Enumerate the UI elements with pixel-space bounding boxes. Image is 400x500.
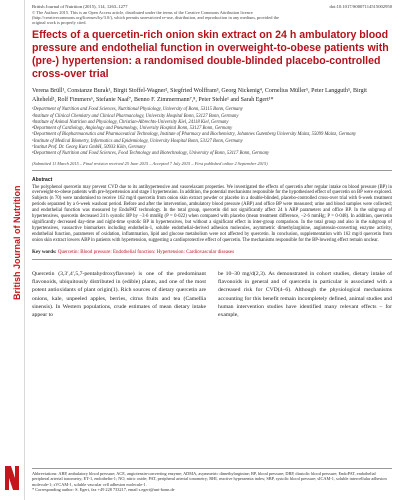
journal-sidebar-name: British Journal of Nutrition bbox=[12, 185, 22, 300]
journal-header bbox=[32, 4, 392, 25]
journal-logo-icon bbox=[3, 462, 21, 492]
keywords-label: Key words: bbox=[32, 249, 57, 255]
author-list: Verena Brüll¹, Constanze Burak¹, Birgit Stoffel-Wagner², Siegfried Wolffram³, Georg Nickenig⁴, Cornelius Müller⁵, Peter Langguth⁵, Birgit Alteheld¹, Rolf Fimmers⁶, Stefanie Naaf⁷, Benno F. Zimmermann⁷,⁸, Peter Stehle¹ and Sarah Egert¹* bbox=[32, 88, 367, 103]
journal-citation: British Journal of Nutrition (2015), 114, 1263–1277 bbox=[32, 4, 128, 9]
abstract-heading: Abstract bbox=[32, 176, 53, 183]
affiliation: ⁷Institut Prof. Dr. Georg Kurz GmbH, 50933 Köln, Germany bbox=[32, 144, 146, 150]
correspondence: * Corresponding author: S. Egert, fax +49 228 733217, email s.egert@uni-bonn.de bbox=[32, 486, 175, 492]
affiliation: ³Institute of Animal Nutrition and Physiology, Christian-Albrechts-University Kiel, 24118 Kiel, Germany bbox=[32, 119, 229, 125]
body-columns bbox=[32, 270, 392, 320]
keywords-list: Quercetin: Blood pressure: Endothelial function: Hypertension: Cardiovascular diseases bbox=[57, 249, 235, 255]
abbreviations: Abbreviations: ABP, ambulatory blood pressure; ACE, angiotensin-converting enzyme; ADMA, asymmetric dimethylarginine; BP, blood pressure; DBP, diastolic blood pressure; EndoPAT, endothelial peripheral arterial tonometry; ET-1, endothelin-1; NO, nitric oxide; PAT, peripheral arterial tonometry; RHI, reactive hyperaemia index; SBP, systolic blood pressure; sICAM-1, soluble intercellular adhesion molecule-1; sVCAM-1, soluble vascular cell adhesion molecule-1. bbox=[32, 471, 387, 487]
submission-dates: (Submitted 11 March 2015 – Final revision received 25 June 2015 – Accepted 7 July 2015 – First published online 2 September 2015) bbox=[32, 160, 268, 166]
affiliation: ⁸Department of Nutrition and Food Sciences, Food Technology and Biotechnology, University of Bonn, 53117 Bonn, Germany bbox=[32, 151, 270, 157]
affiliation: ⁵Department of Biopharmaceutics and Pharmaceutical Technology, Institute of Pharmacy and Biochemistry, Johannes Gutenberg University Mainz, 55099 Mainz, Germany bbox=[32, 132, 357, 138]
divider bbox=[32, 170, 392, 171]
affiliation: ¹Department of Nutrition and Food Sciences, Nutritional Physiology, University of Bonn, 53115 Bonn, Germany bbox=[32, 107, 243, 113]
affiliation: ⁶Institute of Medical Biometry, Informatics and Epidemiology, University Hospital Bonn, 53127 Bonn, Germany bbox=[32, 138, 243, 144]
article-page bbox=[32, 4, 392, 319]
affiliation: ⁴Department of Cardiology, Angiology and Pneumology, University Hospital Bonn, 53127 Bonn, Germany bbox=[32, 126, 233, 132]
journal-sidebar bbox=[0, 0, 25, 500]
copyright-notice: © The Authors 2015. This is an Open Access article, distributed under the terms of the Creative Commons Attribution licence (http://creativecommons.org/licenses/by/3.0/), which permits unrestricted re-use, distribution, and reproduction in any medium, provided the original work is properly cited. bbox=[32, 9, 279, 25]
affiliations bbox=[32, 107, 392, 157]
doi-link[interactable]: doi:10.1017/S0007114515002950 bbox=[329, 4, 392, 9]
divider bbox=[32, 259, 392, 260]
footnotes bbox=[32, 468, 392, 492]
abstract-text: The polyphenol quercetin may prevent CVD due to its antihypertensive and vasorelaxant properties. We investigated the effects of quercetin after regular intake on blood pressure (BP) in overweight-to-obese patients with pre-hypertension and stage I hypertension. In addition, the potential mechanisms responsible for the hypothesised effect of quercetin on BP were explored. Subjects (n 70) were randomised to receive 162 mg/d quercetin from onion skin extract powder or placebo in a double-blinded, placebo-controlled cross-over trial with 6-week treatment periods separated by a 6-week washout period. Before and after the intervention, ambulatory blood pressure (ABP) and office BP were measured; urine and blood samples were collected; and endothelial function was measured by EndoPAT technology. In the total group, quercetin did not significantly affect 24 h ABP parameters and office BP. In the subgroup of hypertensives, quercetin decreased 24 h systolic BP by −3·6 mmHg (P = 0·022) when compared with placebo (mean treatment difference, −2·6 mmHg; P = 0·048). In addition, quercetin significantly decreased day-time and night-time systolic BP in hypertensives, but without a significant effect in inter-group comparison. In the total group and also in the subgroup of hypertensives, vasoactive biomarkers including endothelin-1, soluble endothelial-derived adhesion molecules, asymmetric dimethylarginine, angiotensin-converting enzyme activity, endothelial function, parameters of oxidation, inflammation, lipid and glucose metabolism were not affected by quercetin. In conclusion, supplementation with 162 mg/d quercetin from onion skin extract lowers ABP in patients with hypertension, suggesting a cardioprotective effect of quercetin. The mechanisms responsible for the BP-lowering effect remain unclear. bbox=[32, 184, 392, 243]
body-column-right: be 10–30 mg/d(2,3). As demonstrated in cohort studies, dietary intake of flavonoids in general and of quercetin in particular is associated with a decreased risk for CVD(4–6). Although the physiological mechanisms accounting for this benefit remain incompletely defined, animal studies and human intervention studies have identified many relevant effects – for example, bbox=[218, 270, 392, 319]
article-title: Effects of a quercetin-rich onion skin extract on 24 h ambulatory blood pressure and endothelial function in overweight-to-obese patients with (pre-) hypertension: a randomised double-blinded placebo-controlled cross-over trial bbox=[32, 29, 389, 80]
keywords bbox=[32, 250, 392, 255]
affiliation: ²Institute of Clinical Chemistry and Clinical Pharmacology, University Hospital Bonn, 53127 Bonn, Germany bbox=[32, 113, 239, 119]
body-column-left: Quercetin (3,3′,4′,5,7-pentahydroxyflavone) is one of the predominant flavonoids, ubiquitously distributed in (edible) plants, and one of the most potent antioxidants of plant origin(1). Rich sources of dietary quercetin are onions, kale, unpeeled apples, berries, citrus fruits and tea (Camellia sinensis). In Western populations, crude estimates of mean dietary intake appear to bbox=[32, 270, 206, 319]
